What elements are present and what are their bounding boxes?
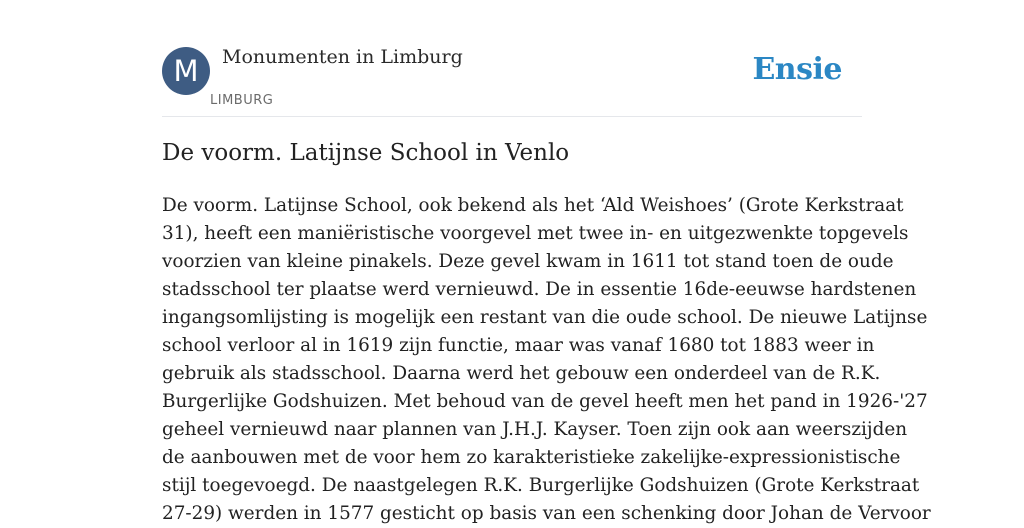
article-line: voorzien van kleine pinakels. Deze gevel kwam in 1611 tot stand toen de oude bbox=[162, 251, 894, 272]
header bbox=[162, 0, 862, 117]
article-line: school verloor al in 1619 zijn functie, maar was vanaf 1680 tot 1883 weer in bbox=[162, 335, 875, 356]
article-line: stijl toegevoegd. De naastgelegen R.K. Burgerlijke Godshuizen (Grote Kerkstraat bbox=[162, 475, 920, 496]
page bbox=[162, 0, 931, 524]
article-line: ingangsomlijsting is mogelijk een restant van die oude school. De nieuwe Latijnse bbox=[162, 307, 928, 328]
article-body bbox=[162, 192, 931, 528]
article-line: Burgerlijke Godshuizen. Met behoud van de gevel heeft men het pand in 1926-'27 bbox=[162, 391, 928, 412]
article-line: De voorm. Latijnse School, ook bekend als het ‘Ald Weishoes’ (Grote Kerkstraat bbox=[162, 195, 904, 216]
article-line: 27-29) werden in 1577 gesticht op basis van een schenking door Johan de Vervoor bbox=[162, 503, 931, 524]
avatar[interactable]: M bbox=[162, 47, 210, 95]
article-title: De voorm. Latijnse School in Venlo bbox=[162, 140, 570, 166]
article-line: gebruik als stadsschool. Daarna werd het gebouw een onderdeel van de R.K. bbox=[162, 363, 881, 384]
collection-title[interactable]: Monumenten in Limburg bbox=[222, 46, 463, 68]
article-line: geheel vernieuwd naar plannen van J.H.J. Kayser. Toen zijn ook aan weerszijden bbox=[162, 419, 908, 440]
collection-subtitle[interactable]: LIMBURG bbox=[210, 93, 274, 108]
article-line: de aanbouwen met de voor hem zo karakteristieke zakelijke-expressionistische bbox=[162, 447, 901, 468]
brand-logo[interactable]: Ensie bbox=[752, 52, 842, 87]
article-line: stadsschool ter plaatse werd vernieuwd. De in essentie 16de-eeuwse hardstenen bbox=[162, 279, 917, 300]
article-line: 31), heeft een maniëristische voorgevel met twee in- en uitgezwenkte topgevels bbox=[162, 223, 909, 244]
